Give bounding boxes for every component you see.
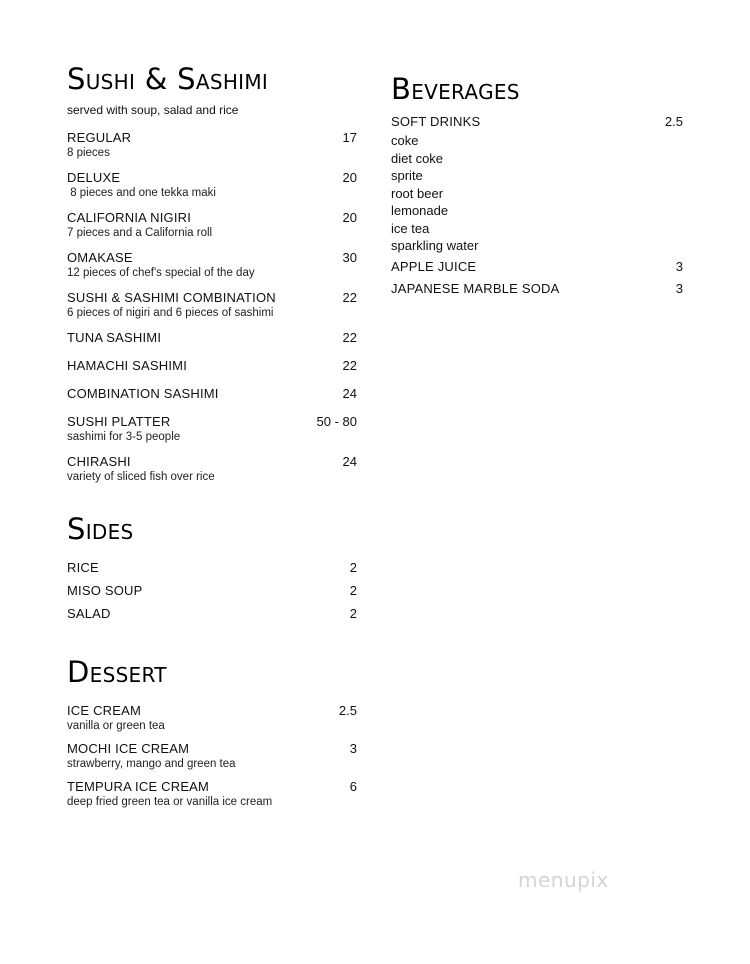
menu-item-soft-drinks	[391, 114, 683, 255]
menu-item-name: APPLE JUICE	[391, 258, 477, 274]
menu-item-row	[67, 386, 357, 402]
dessert-section	[67, 655, 357, 809]
menu-item-row	[67, 703, 357, 719]
menu-item-name: SUSHI & SASHIMI COMBINATION	[67, 290, 276, 305]
soft-drink-option: ice tea	[391, 220, 430, 236]
menupix-watermark: menupix	[518, 868, 609, 892]
menu-item-row	[67, 583, 357, 599]
menu-item	[67, 414, 357, 444]
menu-item-name: DELUXE	[67, 170, 121, 185]
menu-item-row	[391, 259, 683, 275]
section-title-sides: Sides	[67, 512, 134, 546]
menu-item-price: 24	[342, 386, 357, 401]
menu-item-price: 20	[342, 210, 357, 225]
soft-drink-option: diet coke	[391, 150, 444, 166]
menu-item-row	[67, 170, 357, 186]
menu-item-description: 8 pieces	[67, 147, 110, 159]
menu-item-name: RICE	[67, 560, 99, 575]
menu-item	[67, 779, 357, 809]
menu-item-row	[67, 210, 357, 226]
menu-item-row	[67, 130, 357, 146]
menu-item-price: 20	[342, 170, 357, 185]
menu-item-row	[67, 606, 357, 622]
menu-list	[67, 560, 357, 622]
soft-drink-option: coke	[391, 133, 419, 148]
menu-item-price: 30	[342, 250, 357, 265]
beverages-section	[391, 72, 683, 297]
menu-item-name: HAMACHI SASHIMI	[67, 358, 188, 373]
menu-item-name: SUSHI PLATTER	[67, 414, 171, 429]
menu-item-price: 22	[342, 290, 357, 305]
menu-item-row	[391, 281, 683, 297]
menu-list	[67, 703, 357, 809]
menu-list	[67, 130, 357, 484]
soft-drink-option: sprite	[391, 168, 423, 183]
menu-item-description: sashimi for 3-5 people	[67, 431, 181, 443]
soft-drink-option: lemonade	[391, 203, 449, 218]
menu-item	[67, 606, 357, 622]
soft-drink-option: root beer	[391, 185, 444, 201]
menu-item-name: TEMPURA ICE CREAM	[67, 779, 210, 794]
menu-item-description: 6 pieces of nigiri and 6 pieces of sashimi	[67, 307, 274, 319]
menu-item-description: variety of sliced fish over rice	[67, 471, 215, 483]
menu-item-row	[67, 290, 357, 306]
right-column	[391, 72, 683, 303]
sides-section	[67, 512, 357, 622]
menu-item-name: OMAKASE	[67, 250, 133, 265]
menu-item-row	[67, 330, 357, 346]
menu-item-name: MISO SOUP	[67, 583, 143, 598]
menu-item	[391, 281, 683, 297]
menu-item-description: strawberry, mango and green tea	[67, 758, 236, 770]
soft-drink-list	[391, 132, 683, 255]
menu-item-price: 22	[342, 330, 357, 345]
menu-item	[67, 741, 357, 771]
menu-item	[67, 130, 357, 160]
menu-item	[67, 330, 357, 346]
menu-item-description: deep fried green tea or vanilla ice cream	[67, 796, 273, 808]
soft-drink-option: sparkling water	[391, 238, 479, 253]
menu-item-price: 2	[349, 606, 357, 621]
menu-item-name: SOFT DRINKS	[391, 114, 481, 129]
left-column	[67, 62, 357, 817]
menu-item-description: 8 pieces and one tekka maki	[67, 187, 216, 199]
sushi-sashimi-section	[67, 62, 357, 484]
menu-item-price: 6	[349, 779, 357, 794]
section-title-beverages: Beverages	[391, 72, 520, 106]
menu-item-name: REGULAR	[67, 130, 132, 145]
menu-item-row	[67, 560, 357, 576]
menu-item-name: CHIRASHI	[67, 454, 131, 469]
menu-item-name: JAPANESE MARBLE SODA	[391, 280, 560, 296]
menu-item	[67, 210, 357, 240]
menu-item-description: 7 pieces and a California roll	[67, 227, 213, 239]
menu-item	[67, 170, 357, 200]
menu-item-description: 12 pieces of chef's special of the day	[67, 267, 255, 279]
menu-item-name: COMBINATION SASHIMI	[67, 386, 219, 401]
menu-item-price: 17	[342, 130, 357, 145]
menu-item-row	[67, 358, 357, 374]
menu-item-row	[67, 454, 357, 470]
menu-item-name: ICE CREAM	[67, 703, 142, 718]
menu-item-row	[67, 741, 357, 757]
section-subtitle-sushi: served with soup, salad and rice	[67, 103, 239, 117]
menu-item-price: 2	[349, 583, 357, 598]
menu-item-row	[67, 414, 357, 430]
menu-item-price: 2	[349, 560, 357, 575]
menu-item-name: TUNA SASHIMI	[67, 330, 162, 345]
menu-item	[67, 454, 357, 484]
menu-item-price: 2.5	[338, 703, 357, 718]
menu-item-price: 3	[675, 258, 683, 274]
menu-item	[391, 259, 683, 275]
menu-item	[67, 560, 357, 576]
menu-item-price: 50 - 80	[316, 414, 357, 429]
menu-item	[67, 250, 357, 280]
menu-item-price: 3	[349, 741, 357, 756]
menu-list	[391, 259, 683, 297]
menu-item	[67, 358, 357, 374]
menu-item-row	[391, 114, 683, 130]
section-title-sushi: Sushi & Sashimi	[67, 62, 269, 96]
menu-item-price: 22	[342, 358, 357, 373]
menu-item	[67, 290, 357, 320]
menu-item-row	[67, 779, 357, 795]
section-title-dessert: Dessert	[67, 655, 167, 689]
menu-item	[67, 703, 357, 733]
menu-item-price: 24	[342, 454, 357, 469]
menu-item	[67, 583, 357, 599]
menu-item	[67, 386, 357, 402]
menu-item-name: SALAD	[67, 606, 111, 621]
menu-item-description: vanilla or green tea	[67, 720, 165, 732]
menu-item-name: MOCHI ICE CREAM	[67, 741, 190, 756]
menu-item-name: CALIFORNIA NIGIRI	[67, 210, 192, 225]
menu-item-price: 3	[675, 280, 683, 296]
menu-item-price: 2.5	[664, 114, 683, 129]
menu-item-row	[67, 250, 357, 266]
